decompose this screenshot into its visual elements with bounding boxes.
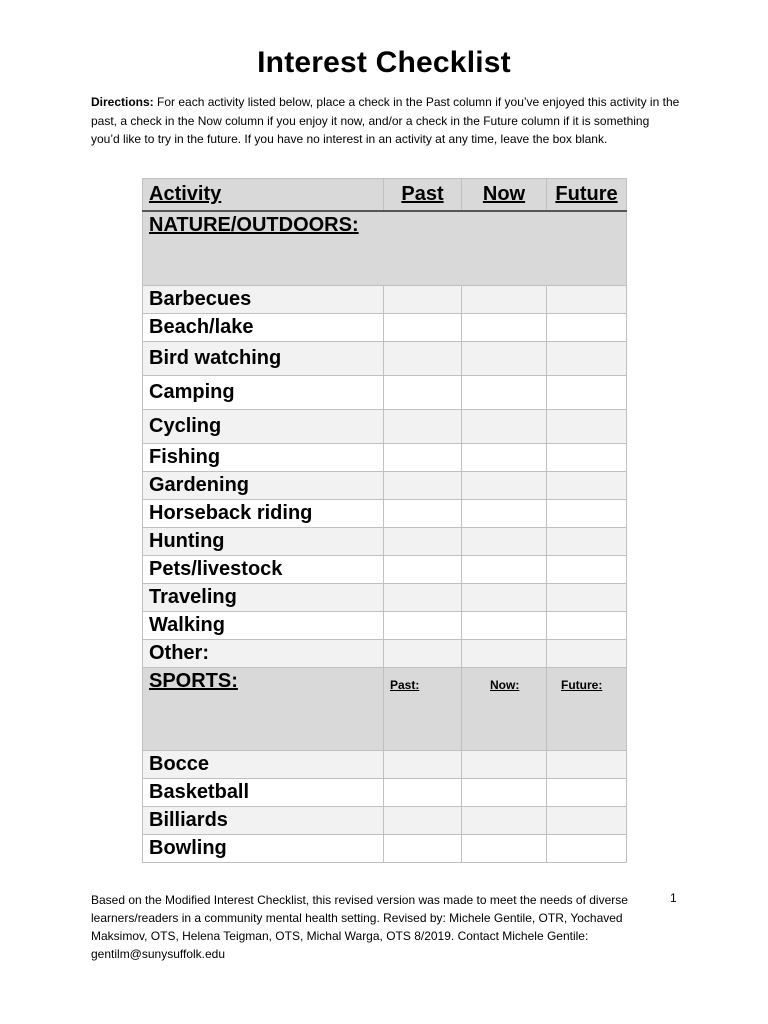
activity-label: Traveling — [143, 584, 384, 612]
table-row — [143, 556, 627, 584]
table-row — [143, 314, 627, 342]
checkbox-cell-future[interactable] — [547, 500, 627, 528]
table-row — [143, 500, 627, 528]
table-row — [143, 376, 627, 410]
checkbox-cell-future[interactable] — [547, 286, 627, 314]
checkbox-cell-now[interactable] — [462, 556, 547, 584]
directions-text: For each activity listed below, place a check in the Past column if you’ve enjoyed this activity in the past, a check in the Now column if you enjoy it now, and/or a check in the Future column if it is something you’d like to try in the future. If you have no interest in an activity at any time, leave the box blank. — [91, 95, 680, 146]
activity-label: Basketball — [143, 779, 384, 807]
checkbox-cell-past[interactable] — [384, 472, 462, 500]
checkbox-cell-now[interactable] — [462, 835, 547, 863]
checkbox-cell-future[interactable] — [547, 410, 627, 444]
checkbox-cell-now[interactable] — [462, 807, 547, 835]
checkbox-cell-past[interactable] — [384, 556, 462, 584]
checkbox-cell-future[interactable] — [547, 314, 627, 342]
table-row — [143, 342, 627, 376]
header-now: Now — [462, 179, 547, 212]
checkbox-cell-past[interactable] — [384, 410, 462, 444]
checkbox-cell-now[interactable] — [462, 751, 547, 779]
header-activity: Activity — [143, 179, 384, 212]
table-header-row — [143, 179, 627, 212]
header-past: Past — [384, 179, 462, 212]
activity-label: Other: — [143, 640, 384, 668]
checkbox-cell-now[interactable] — [462, 528, 547, 556]
checkbox-cell-now[interactable] — [462, 584, 547, 612]
table-row — [143, 640, 627, 668]
activity-label: Camping — [143, 376, 384, 410]
checkbox-cell-future[interactable] — [547, 376, 627, 410]
checkbox-cell-future[interactable] — [547, 584, 627, 612]
activity-label: Bowling — [143, 835, 384, 863]
checkbox-cell-future[interactable] — [547, 807, 627, 835]
checkbox-cell-now[interactable] — [462, 779, 547, 807]
sports-now-label: Now: — [490, 678, 520, 692]
checkbox-cell-now[interactable] — [462, 286, 547, 314]
interest-checklist-table — [142, 178, 627, 863]
header-future: Future — [547, 179, 627, 212]
checkbox-cell-past[interactable] — [384, 342, 462, 376]
page-title: Interest Checklist — [257, 46, 511, 79]
table-row — [143, 835, 627, 863]
checkbox-cell-past[interactable] — [384, 314, 462, 342]
checkbox-cell-now[interactable] — [462, 376, 547, 410]
table-row — [143, 779, 627, 807]
checkbox-cell-past[interactable] — [384, 444, 462, 472]
activity-label: Beach/lake — [143, 314, 384, 342]
table-row — [143, 807, 627, 835]
checkbox-cell-future[interactable] — [547, 779, 627, 807]
checkbox-cell-now[interactable] — [462, 444, 547, 472]
table-row — [143, 410, 627, 444]
checkbox-cell-past[interactable] — [384, 376, 462, 410]
checkbox-cell-future[interactable] — [547, 640, 627, 668]
checkbox-cell-past[interactable] — [384, 779, 462, 807]
checkbox-cell-past[interactable] — [384, 286, 462, 314]
activity-label: Hunting — [143, 528, 384, 556]
table-row — [143, 472, 627, 500]
checkbox-cell-future[interactable] — [547, 835, 627, 863]
checkbox-cell-now[interactable] — [462, 640, 547, 668]
sports-past-label: Past: — [390, 678, 420, 692]
section-nature-title: NATURE/OUTDOORS: — [143, 211, 627, 286]
table-row — [143, 528, 627, 556]
table-row — [143, 612, 627, 640]
directions-label: Directions: — [91, 95, 154, 109]
section-sports-row — [143, 668, 627, 751]
activity-label: Billiards — [143, 807, 384, 835]
checkbox-cell-past[interactable] — [384, 835, 462, 863]
directions-paragraph — [91, 93, 681, 149]
checkbox-cell-now[interactable] — [462, 612, 547, 640]
checkbox-cell-past[interactable] — [384, 528, 462, 556]
checkbox-cell-past[interactable] — [384, 640, 462, 668]
checkbox-cell-now[interactable] — [462, 410, 547, 444]
table-row — [143, 286, 627, 314]
activity-label: Cycling — [143, 410, 384, 444]
activity-label: Fishing — [143, 444, 384, 472]
checkbox-cell-now[interactable] — [462, 472, 547, 500]
checkbox-cell-past[interactable] — [384, 500, 462, 528]
checkbox-cell-now[interactable] — [462, 342, 547, 376]
section-nature-row — [143, 211, 627, 286]
table-row — [143, 751, 627, 779]
section-sports-title: SPORTS: — [143, 668, 384, 751]
checkbox-cell-past[interactable] — [384, 751, 462, 779]
checkbox-cell-now[interactable] — [462, 314, 547, 342]
checkbox-cell-future[interactable] — [547, 528, 627, 556]
table-row — [143, 584, 627, 612]
activity-label: Pets/livestock — [143, 556, 384, 584]
activity-label: Gardening — [143, 472, 384, 500]
page-number: 1 — [670, 891, 677, 905]
checkbox-cell-future[interactable] — [547, 751, 627, 779]
activity-label: Bocce — [143, 751, 384, 779]
checkbox-cell-past[interactable] — [384, 584, 462, 612]
checkbox-cell-future[interactable] — [547, 444, 627, 472]
checkbox-cell-past[interactable] — [384, 807, 462, 835]
table-row — [143, 444, 627, 472]
checkbox-cell-future[interactable] — [547, 556, 627, 584]
activity-label: Walking — [143, 612, 384, 640]
checkbox-cell-future[interactable] — [547, 612, 627, 640]
activity-label: Bird watching — [143, 342, 384, 376]
sports-future-label: Future: — [561, 678, 603, 692]
checkbox-cell-future[interactable] — [547, 472, 627, 500]
checkbox-cell-past[interactable] — [384, 612, 462, 640]
activity-label: Barbecues — [143, 286, 384, 314]
checkbox-cell-future[interactable] — [547, 342, 627, 376]
activity-label: Horseback riding — [143, 500, 384, 528]
checkbox-cell-now[interactable] — [462, 500, 547, 528]
footer-note: Based on the Modified Interest Checklist, this revised version was made to meet the needs of diverse learners/readers in a community mental health setting. Revised by: Michele Gentile, OTR, Yochaved Maksimov, OTS, Helena Teigman, OTS, Michal Warga, OTS 8/2019. Contact Michele Gentile: gentilm@sunysuffolk.edu — [91, 893, 628, 961]
